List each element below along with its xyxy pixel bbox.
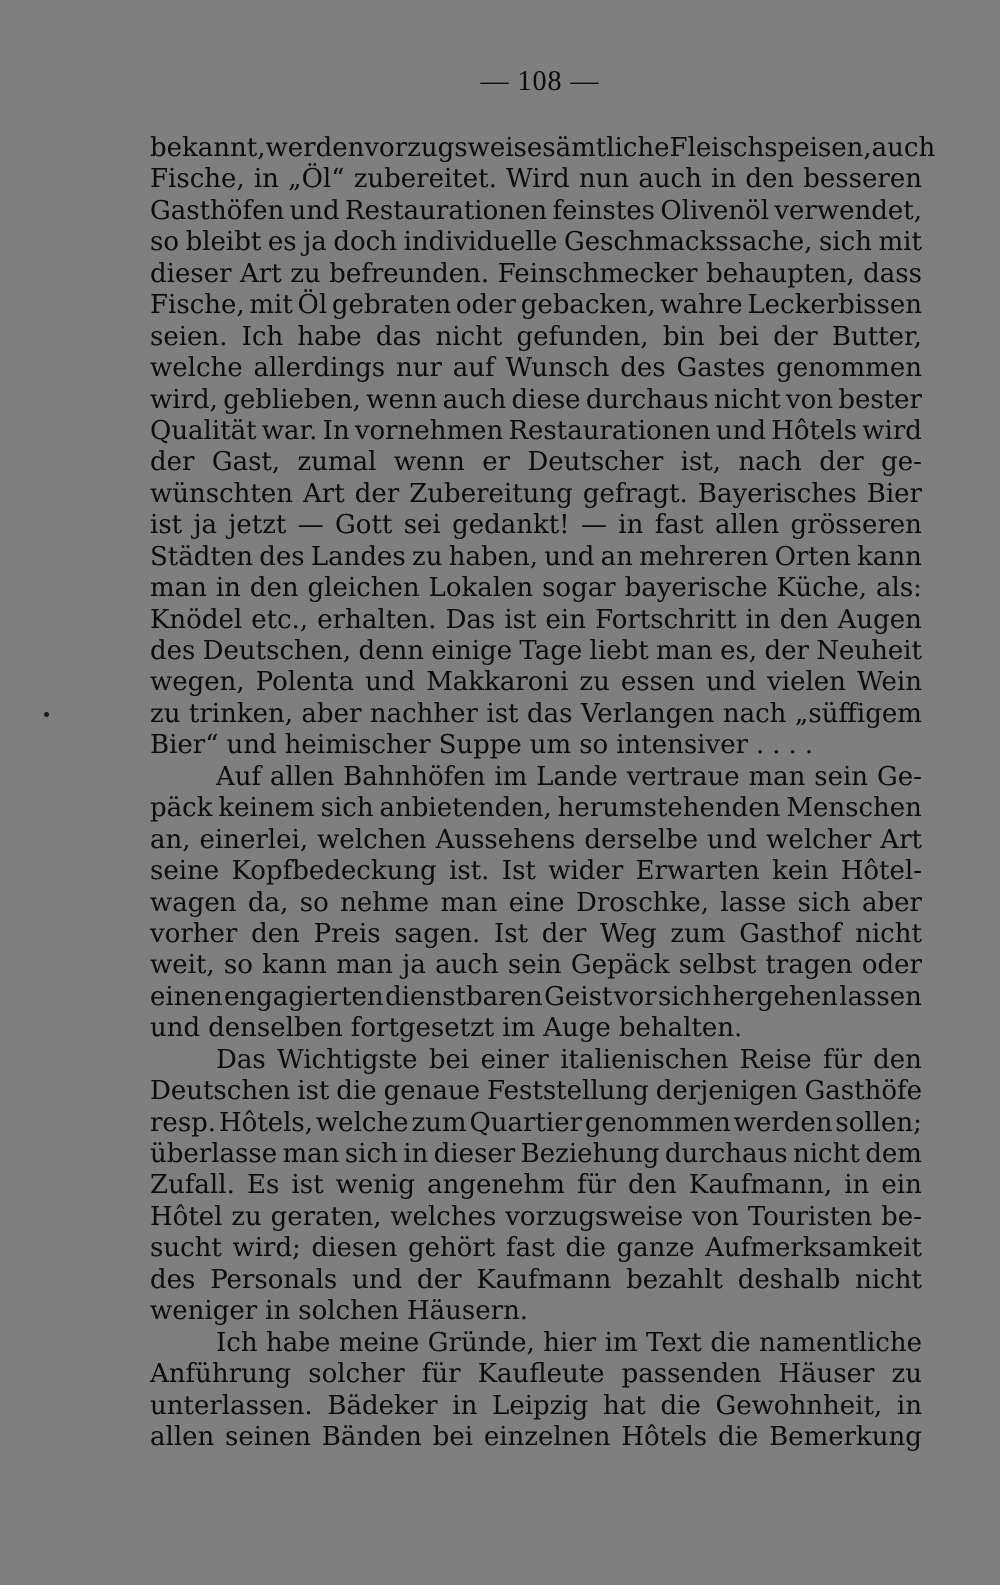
text-line: so bleibt es ja doch individuelle Geschmackssache, sich mit [150, 227, 922, 258]
text-line: weniger in solchen Häusern. [150, 1296, 529, 1327]
text-line: man in den gleichen Lokalen sogar bayerische Küche, als: [150, 573, 922, 604]
text-line: wünschten Art der Zubereitung gefragt. Bayerisches Bier [150, 478, 922, 509]
text-line: zu trinken, aber nachher ist das Verlangen nach „süffigem [150, 698, 922, 729]
text-line: einen engagierten dienstbaren Geist vor sich hergehen lassen [150, 981, 922, 1012]
margin-speck [44, 712, 49, 717]
text-line: Städten des Landes zu haben, und an mehreren Orten kann [150, 541, 922, 572]
text-line: wegen, Polenta und Makkaroni zu essen und vielen Wein [150, 667, 922, 698]
text-line: wird, geblieben, wenn auch diese durchaus nicht von bester [150, 384, 922, 415]
text-line: allen seinen Bänden bei einzelnen Hôtels die Bemerkung [150, 1421, 922, 1452]
text-line: Auf allen Bahnhöfen im Lande vertraue man sein Ge- [216, 761, 922, 792]
text-line: des Deutschen, denn einige Tage liebt man es, der Neuheit [150, 636, 922, 666]
text-line: Gasthöfen und Restaurationen feinstes Olivenöl verwendet, [150, 195, 922, 226]
text-line: Zufall. Es ist wenig angenehm für den Kaufmann, in ein [150, 1170, 922, 1201]
text-line: vorher den Preis sagen. Ist der Weg zum Gasthof nicht [150, 918, 922, 949]
text-line: seien. Ich habe das nicht gefunden, bin bei der Butter, [150, 321, 922, 352]
text-line: resp. Hôtels, welche zum Quartier genommen werden sollen; [150, 1107, 922, 1138]
text-line: sucht wird; diesen gehört fast die ganze Aufmerksamkeit [150, 1233, 922, 1264]
text-line: wagen da, so nehme man eine Droschke, lasse sich aber [150, 887, 922, 918]
text-line: Anführung solcher für Kaufleute passenden Häuser zu [150, 1359, 922, 1390]
text-line: ist ja jetzt — Gott sei gedankt! — in fast allen grösseren [150, 510, 922, 541]
text-line: Bier“ und heimischer Suppe um so intensiver . . . . [150, 730, 814, 761]
text-line: Knödel etc., erhalten. Das ist ein Fortschritt in den Augen [150, 604, 922, 635]
text-line: unterlassen. Bädeker in Leipzig hat die Gewohnheit, in [150, 1390, 922, 1421]
text-line: Fische, in „Öl“ zubereitet. Wird nun auch in den besseren [150, 164, 922, 195]
text-line: Qualität war. In vornehmen Restaurationen und Hôtels wird [150, 415, 922, 446]
text-line: an, einerlei, welchen Aussehens derselbe und welcher Art [150, 824, 922, 855]
text-line: weit, so kann man ja auch sein Gepäck selbst tragen oder [150, 950, 922, 981]
page-number: — 108 — [480, 66, 600, 97]
text-line: Das Wichtigste bei einer italienischen Reise für den [216, 1044, 922, 1075]
text-line: Hôtel zu geraten, welches vorzugsweise von Touristen be- [150, 1201, 922, 1232]
text-line: des Personals und der Kaufmann bezahlt deshalb nicht [150, 1264, 922, 1295]
text-line: Deutschen ist die genaue Feststellung derjenigen Gasthöfe [150, 1076, 922, 1107]
text-line: bekannt, werden vorzugsweise sämtliche Fleischspeisen, auch [150, 133, 936, 163]
body-text [150, 133, 936, 1453]
text-line: der Gast, zumal wenn er Deutscher ist, nach der ge- [150, 447, 922, 478]
text-line: Fische, mit Öl gebraten oder gebacken, wahre Leckerbissen [150, 290, 922, 321]
text-line: seine Kopfbedeckung ist. Ist wider Erwarten kein Hôtel- [150, 856, 922, 887]
text-line: welche allerdings nur auf Wunsch des Gastes genommen [150, 353, 922, 384]
text-line: und denselben fortgesetzt im Auge behalten. [150, 1013, 743, 1044]
text-line: überlasse man sich in dieser Beziehung durchaus nicht dem [150, 1139, 922, 1169]
text-line: dieser Art zu befreunden. Feinschmecker behaupten, dass [150, 258, 922, 289]
text-line: Ich habe meine Gründe, hier im Text die namentliche [216, 1327, 922, 1358]
text-line: päck keinem sich anbietenden, herumstehenden Menschen [150, 793, 922, 824]
